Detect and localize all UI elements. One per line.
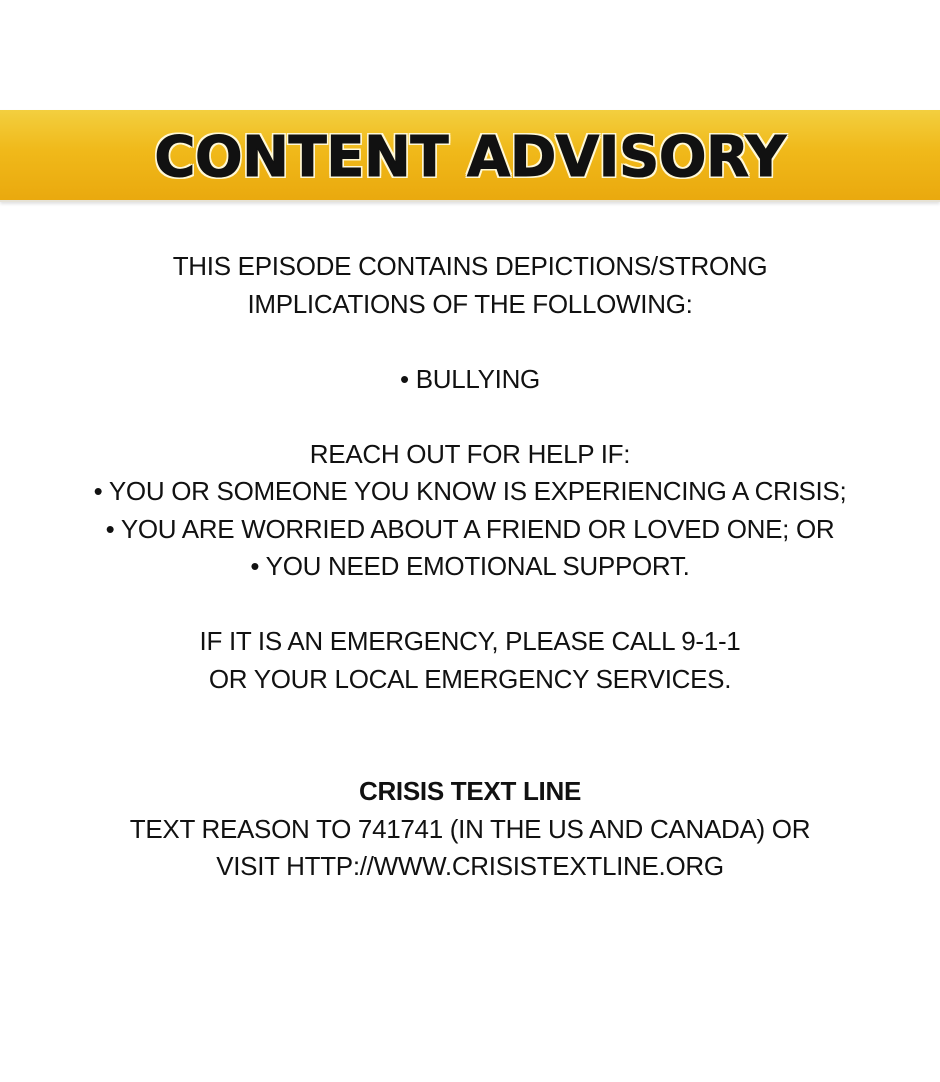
topic-item: • BULLYING [399, 363, 540, 394]
banner-title: CONTENT ADVISORY [154, 124, 786, 190]
help-item: • YOU OR SOMEONE YOU KNOW IS EXPERIENCING A CRISIS; [93, 476, 847, 506]
spacer [0, 398, 940, 436]
intro-line-2: IMPLICATIONS OF THE FOLLOWING: [247, 288, 693, 319]
spacer [0, 698, 940, 773]
spacer [0, 323, 940, 361]
advisory-banner [0, 110, 940, 202]
advisory-body [0, 248, 940, 886]
intro-line-1: THIS EPISODE CONTAINS DEPICTIONS/STRONG [172, 251, 768, 281]
help-item: • YOU ARE WORRIED ABOUT A FRIEND OR LOVED ONE; OR [105, 513, 835, 544]
crisis-title: CRISIS TEXT LINE [358, 776, 581, 806]
emergency-line-2: OR YOUR LOCAL EMERGENCY SERVICES. [208, 663, 732, 694]
emergency-line-1: IF IT IS AN EMERGENCY, PLEASE CALL 9-1-1 [199, 626, 741, 656]
crisis-line-1: TEXT REASON TO 741741 (IN THE US AND CANADA) OR [129, 813, 811, 844]
help-heading: REACH OUT FOR HELP IF: [309, 438, 631, 469]
crisis-link: VISIT HTTP://WWW.CRISISTEXTLINE.ORG [216, 851, 724, 881]
spacer [0, 586, 940, 624]
help-item: • YOU NEED EMOTIONAL SUPPORT. [250, 551, 690, 581]
